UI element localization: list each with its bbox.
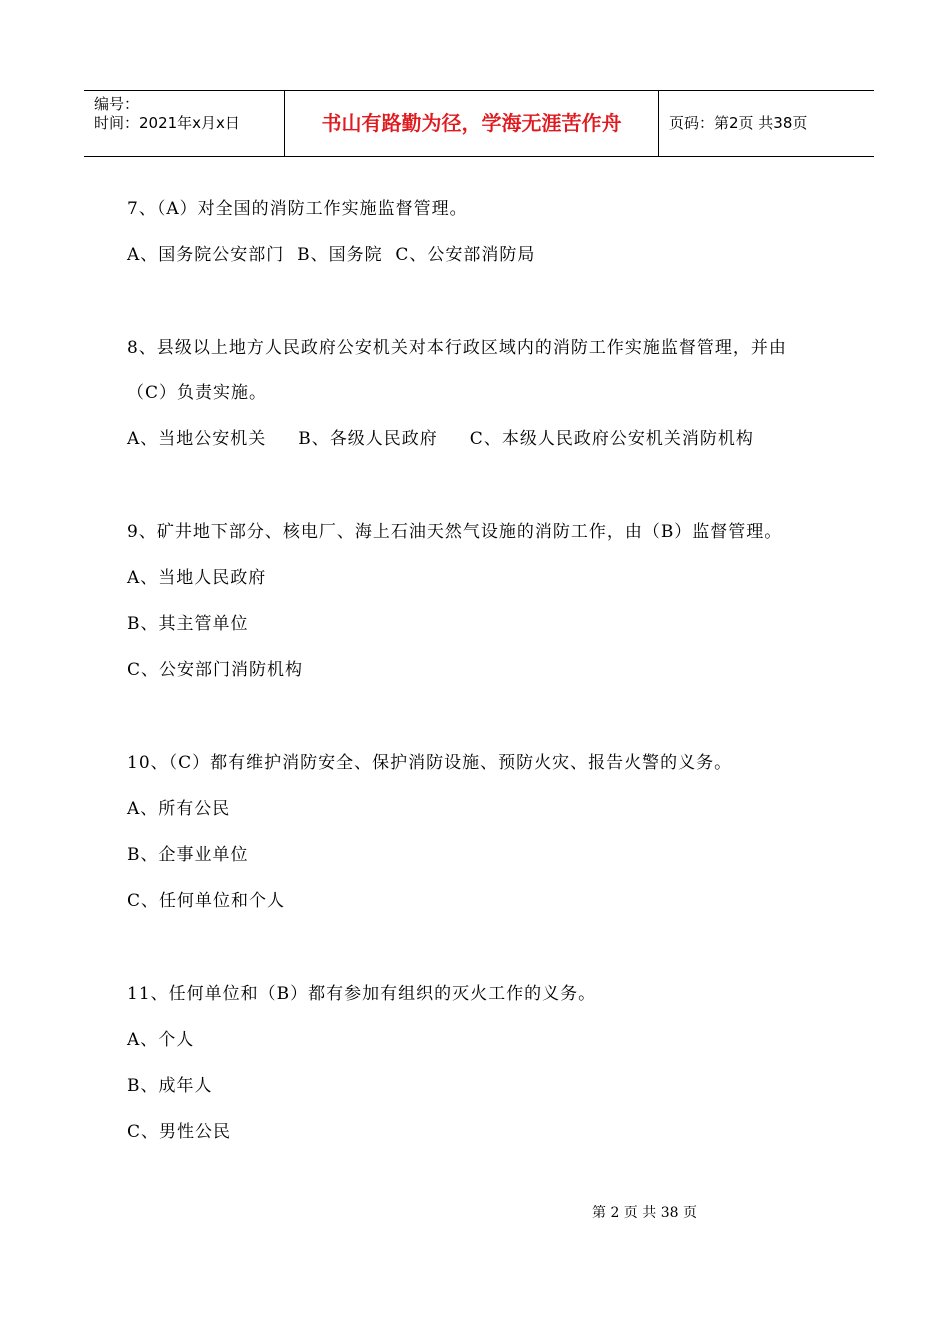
question-7-stem: 7、（A）对全国的消防工作实施监督管理。 [127, 199, 468, 219]
question-10-option-a: A、所有公民 [127, 799, 231, 819]
page-header [84, 90, 874, 157]
question-11-option-c: C、男性公民 [127, 1122, 232, 1142]
question-11-option-b: B、成年人 [127, 1076, 213, 1096]
question-9-option-a: A、当地人民政府 [127, 568, 267, 588]
header-page-info: 页码：第2页 共38页 [669, 114, 808, 132]
question-9-option-c: C、公安部门消防机构 [127, 660, 304, 680]
question-8-options: A、当地公安机关 B、各级人民政府 C、本级人民政府公安机关消防机构 [127, 429, 754, 449]
page-footer: 第 2 页 共 38 页 [592, 1205, 697, 1221]
document-number-label: 编号： [94, 95, 140, 113]
question-11-option-a: A、个人 [127, 1030, 195, 1050]
question-10-stem: 10、（C）都有维护消防安全、保护消防设施、预防火灾、报告火警的义务。 [127, 753, 733, 773]
question-10-option-b: B、企事业单位 [127, 845, 249, 865]
question-11-stem: 11、任何单位和（B）都有参加有组织的灭火工作的义务。 [127, 984, 597, 1004]
question-8-stem-cont: （C）负责实施。 [127, 383, 268, 403]
question-7-options: A、国务院公安部门 B、国务院 C、公安部消防局 [127, 245, 536, 265]
question-10-option-c: C、任何单位和个人 [127, 891, 286, 911]
header-motto: 书山有路勤为径，学海无涯苦作舟 [285, 91, 659, 156]
header-meta-cell [84, 91, 285, 156]
question-9-stem: 9、矿井地下部分、核电厂、海上石油天然气设施的消防工作，由（B）监督管理。 [127, 522, 783, 542]
question-9-option-b: B、其主管单位 [127, 614, 249, 634]
document-time-label: 时间：2021年x月x日 [94, 114, 240, 132]
question-8-stem: 8、县级以上地方人民政府公安机关对本行政区域内的消防工作实施监督管理，并由 [127, 338, 787, 358]
